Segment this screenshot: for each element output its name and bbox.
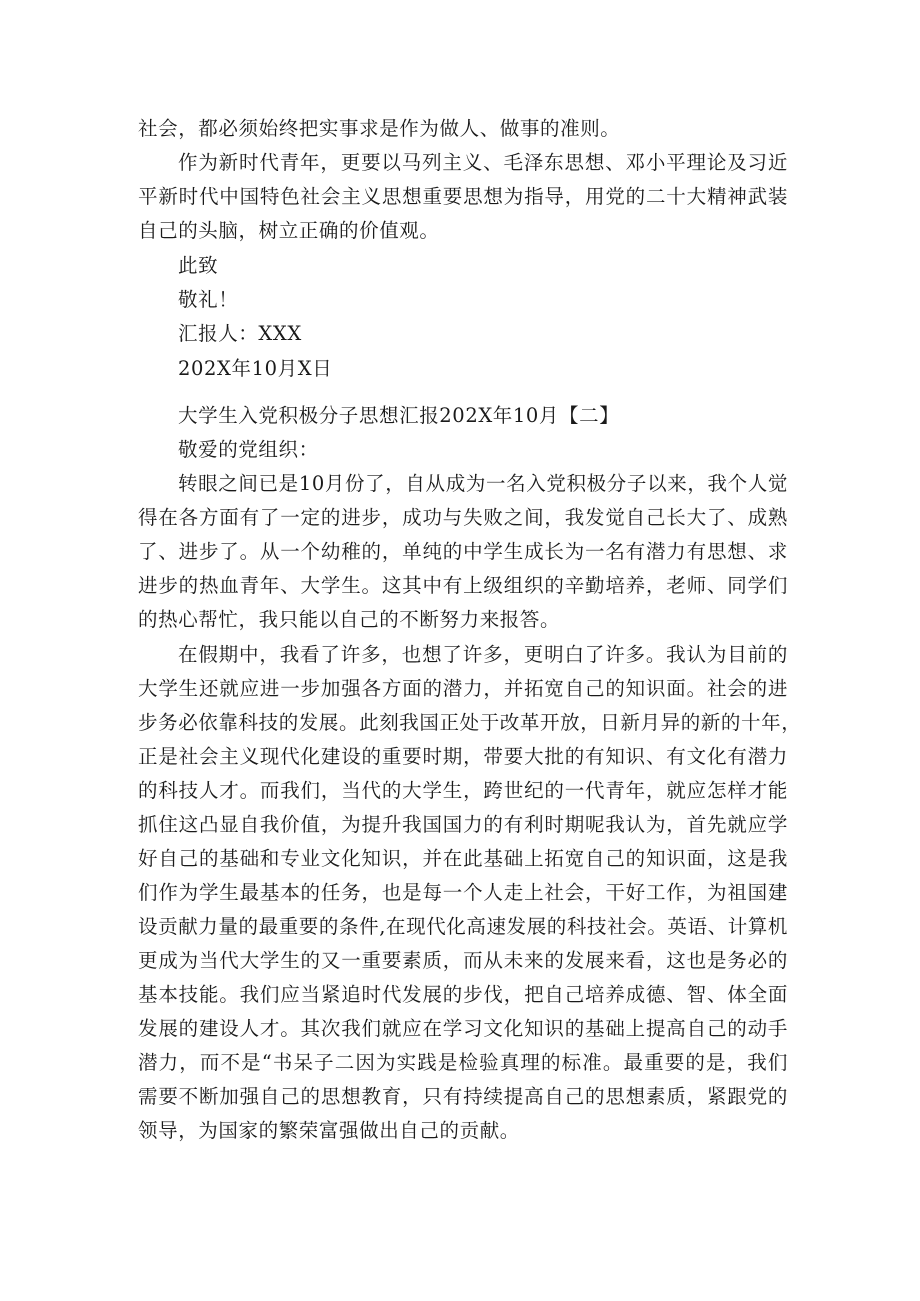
- paragraph-line: 转眼之间已是10月份了，自从成为一名入党积极分子以来，我个人觉: [178, 472, 788, 495]
- date-line: 202X年10月X日: [178, 357, 333, 380]
- paragraph-line: 在假期中，我看了许多，也想了许多，更明白了许多。我认为目前的: [178, 643, 788, 666]
- paragraph-line: 正是社会主义现代化建设的重要时期，带要大批的有知识、有文化有潜力: [138, 745, 788, 768]
- paragraph-line: 抓住这凸显自我价值，为提升我国国力的有利时期呢我认为，首先就应学: [138, 813, 788, 836]
- paragraph-line: 设贡献力量的最重要的条件,在现代化高速发展的科技社会。英语、计算机: [138, 915, 788, 938]
- paragraph-line: 需要不断加强自己的思想教育，只有持续提高自己的思想素质，紧跟党的: [138, 1085, 788, 1108]
- respect-line: 敬礼！: [178, 288, 239, 311]
- paragraph-line: 发展的建设人才。其次我们就应在学习文化知识的基础上提高自己的动手: [138, 1017, 788, 1040]
- paragraph-line: 自己的头脑，树立正确的价值观。: [138, 219, 440, 242]
- paragraph-line: 得在各方面有了一定的进步，成功与失败之间，我发觉自己长大了、成熟: [138, 506, 788, 529]
- section-title: 大学生入党积极分子思想汇报202X年10月【二】: [178, 404, 620, 427]
- paragraph-line: 好自己的基础和专业文化知识，并在此基础上拓宽自己的知识面，这是我: [138, 847, 788, 870]
- paragraph-line: 的热心帮忙，我只能以自己的不断努力来报答。: [138, 608, 561, 631]
- reporter-line: 汇报人：XXX: [178, 322, 302, 345]
- paragraph-line: 平新时代中国特色社会主义思想重要思想为指导，用党的二十大精神武装: [138, 185, 788, 208]
- salutation: 此致: [178, 254, 219, 277]
- paragraph-line: 更成为当代大学生的又一重要素质，而从未来的发展来看，这也是务必的: [138, 949, 788, 972]
- paragraph-line: 进步的热血青年、大学生。这其中有上级组织的辛勤培养，老师、同学们: [138, 574, 788, 597]
- paragraph-line: 的科技人才。而我们，当代的大学生，跨世纪的一代青年，就应怎样才能: [138, 779, 788, 802]
- paragraph-line: 领导，为国家的繁荣富强做出自己的贡献。: [138, 1119, 520, 1142]
- paragraph-line: 了、进步了。从一个幼稚的，单纯的中学生成长为一名有潜力有思想、求: [138, 540, 788, 563]
- paragraph-line: 潜力，而不是“书呆子二因为实践是检验真理的标准。最重要的是，我们: [138, 1051, 788, 1074]
- continuation-line: 社会，都必须始终把实事求是作为做人、做事的准则。: [138, 117, 621, 140]
- paragraph-line: 步务必依靠科技的发展。此刻我国正处于改革开放，日新月异的新的十年，: [138, 711, 802, 734]
- greeting: 敬爱的党组织：: [178, 438, 319, 461]
- paragraph-line: 们作为学生最基本的任务，也是每一个人走上社会，干好工作，为祖国建: [138, 881, 788, 904]
- paragraph-line: 作为新时代青年，更要以马列主义、毛泽东思想、邓小平理论及习近: [178, 151, 788, 174]
- paragraph-line: 大学生还就应进一步加强各方面的潜力，并拓宽自己的知识面。社会的进: [138, 677, 788, 700]
- paragraph-line: 基本技能。我们应当紧追时代发展的步伐，把自己培养成德、智、体全面: [138, 983, 788, 1006]
